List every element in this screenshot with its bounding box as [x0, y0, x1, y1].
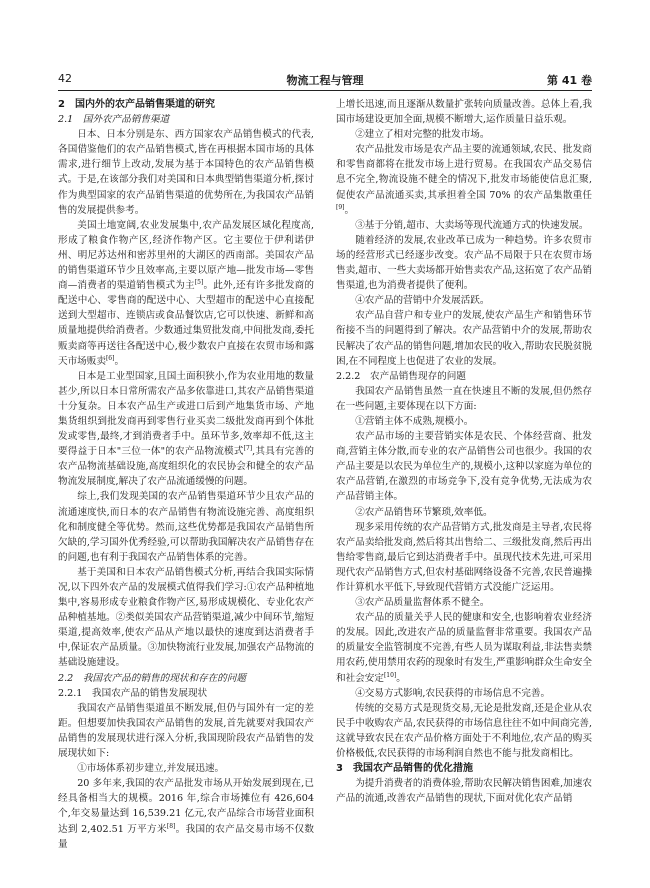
paragraph: 日本、日本分别是东、西方国家农产品销售模式的代表,各国借鉴他们的农产品销售模式,皆在再根据本国市场的具体需求,进行细节上改动,发展为基于本国特色的农产品销售模式。于是,在该部分我们对美国和日本典型销售渠道分析,探讨作为典型国家的农产品销售渠道的优势所在,为我国农产品销售的发展提供参考。: [58, 129, 314, 216]
paragraph: 上增长迅速,而且逐渐从数量扩张转向质量改善。总体上看,我国市场建设更加全面,规模不断增大,运作质量日益乐观。: [336, 99, 592, 126]
paragraph: ①营销主体不成熟,规模小。: [355, 415, 474, 427]
paragraph: 基于美国和日本农产品销售模式分析,再结合我国实际情况,以下四外农产品的发展模式值得我们学习:①农产品种植地集中,容易形成专业粮食作物产区,易形成规模化、专业化农产品种植基地。②类似美国农产品营销渠道,减少中间环节,缩短渠道,提高效率,使农产品从产地以最快的速度到达消费者手中,保证农产品质量。③加快物流行业发展,加强农产品物流的基础设施建设。: [58, 566, 314, 669]
volume-label: 第 41 卷: [547, 74, 592, 87]
right-column: [336, 97, 592, 806]
paragraph: 20 多年来,我国的农产品批发市场从开始发展到现在,已经具备相当大的规模。2016 年,综合市场摊位有 426,604 个,年交易量达到 16,539.21 亿元,农产品综合市场营业面积达到 2,402.51 万平方米[8]。我国的农产品交易市场不仅数量: [58, 778, 314, 850]
paragraph: 农产品自营户和专业户的发展,使农产品生产和销售环节衔接不当的问题得到了解决。农产品营销中介的发展,帮助农民解决了农产品的销售问题,增加农民的收入,帮助农民脱贫脱困,在不同程度上也促进了农业的发展。: [336, 310, 592, 367]
paragraph: 美国土地宽阔,农业发展集中,农产品发展区域化程度高,形成了粮食作物产区,经济作物产区。它主要位于伊利诺伊州、明尼苏达州和密苏里州的大湖区的西南部。美国农产品的销售渠道环节少且效率高,主要以原产地—批发市场—零售商—消费者的渠道销售模式为主[5]。此外,还有许多批发商的配送中心、零售商的配送中心、大型超市的配送中心直接配送到大型超市、连锁店或食品餐饮店,它可以快速、新鲜和高质量地提供给消费者。少数通过集贸批发商,中间批发商,委托贩卖商等再送往各配送中心,极少数农户直接在农贸市场和露天市场贩卖[6]。: [58, 219, 314, 367]
paragraph: ④农产品的营销中介发展活跃。: [355, 295, 490, 307]
header-rule: [58, 90, 592, 91]
journal-title: 物流工程与管理: [286, 74, 364, 87]
paragraph: 现多采用传统的农产品营销方式,批发商是主导者,农民将农产品卖给批发商,然后将其出售给二、三级批发商,然后再出售给零售商,最后它到达消费者手中。虽现代技术先进,可采用现代农产品销售方式,但农村基础网络设备不完善,农民普遍操作计算机水平低下,导致现代营销方式没能广泛运用。: [336, 521, 592, 593]
paragraph: 为提升消费者的消费体验,帮助农民解决销售困难,加速农产品的流通,改善农产品销售的现状,下面对优化农产品销: [336, 778, 592, 805]
subsection-heading: 2.2 我国农产品的销售的现状和存在的问题: [58, 672, 246, 684]
page-header: [58, 72, 592, 88]
paragraph: 日本是工业型国家,且国土面积狭小,作为农业用地的数量甚少,所以日本日常所需农产品多依靠进口,其农产品销售渠道十分复杂。日本农产品生产或进口后到产地集货市场、产地集货组织到批发商再到零售行业买卖二级批发商再到个体批发或零售,最终,才到消费者手中。虽环节多,效率却不低,这主要得益于日本"三位一体"的农产品物流模式[7],其具有完善的农产品物流基础设施,高度组织化的农民协会和健全的农产品物流发展制度,解决了农产品流通缓慢的问题。: [58, 370, 314, 488]
paragraph: 随着经济的发展,农业改革已成为一种趋势。许多农贸市场的经营形式已经逐步改变。农产品不局限于只在农贸市场售卖,超市、一些大卖场都开始售卖农产品,这拓宽了农产品销售渠道,也为消费者提供了便利。: [336, 234, 592, 292]
subsection-heading: 2.1 国外农产品销售渠道: [58, 114, 170, 126]
paragraph: 传统的交易方式是现货交易,无论是批发商,还是企业从农民手中收购农产品,农民获得的市场信息往往不如中间商完善,这就导致农民在农产品价格方面处于不利地位,农产品的购买价格极低,农民获得的市场利润自然也不能与批发商相比。: [336, 702, 592, 760]
section-heading: 3 我国农产品销售的优化措施: [336, 763, 473, 775]
paragraph: 农产品批发市场是农产品主要的流通领域,农民、批发商和零售商都将在批发市场上进行贸易。在我国农产品交易信息不完全,物流设施不健全的情况下,批发市场能使信息汇聚,促使农产品流通买卖,其承担着全国 70% 的农产品集散重任[9]。: [336, 144, 592, 216]
paragraph: 我国农产品销售虽然一直在快速且不断的发展,但仍然存在一些问题,主要体现在以下方面:: [336, 385, 592, 412]
paragraph: ①市场体系初步建立,并发展迅速。: [77, 763, 225, 775]
paragraph: 农产品市场的主要营销实体是农民、个体经营商、批发商,营销主体分散,而专业的农产品销售公司也很少。我国的农产品主要是以农民为单位生产的,规模小,这种以家庭为单位的农产品营销,在激烈的市场竞争下,没有竞争优势,无法成为农产品营销主体。: [336, 431, 592, 503]
paragraph: ④交易方式影响,农民获得的市场信息不完善。: [355, 687, 551, 699]
section-heading: 2 国内外的农产品销售渠道的研究: [58, 99, 215, 110]
paragraph: ②建立了相对完整的批发市场。: [355, 129, 490, 141]
page-number: 42: [58, 72, 72, 85]
paragraph: ③农产品质量监督体系不健全。: [355, 597, 490, 609]
paragraph: ②农产品销售环节繁琐,效率低。: [355, 506, 493, 518]
left-column: [58, 97, 314, 852]
paragraph: 农产品的质量关乎人民的健康和安全,也影响着农业经济的发展。因此,改进农产品的质量监督非常重要。我国农产品的质量安全监管制度不完善,有些人员为谋取利益,非法售卖禁用农药,使用禁用农药的现象时有发生,严重影响群众生命安全和社会安定[10]。: [336, 612, 592, 684]
subsubsection-heading: 2.2.1 我国农产品的销售发展现状: [58, 687, 208, 699]
paragraph: 我国农产品销售渠道虽不断发展,但仍与国外有一定的差距。但想要加快我国农产品销售的发展,首先就要对我国农产品销售的发展现状进行深入分析,我国现阶段农产品销售的发展现状如下:: [58, 702, 314, 760]
subsubsection-heading: 2.2.2 农产品销售现存的问题: [336, 370, 466, 382]
paragraph: ③基于分销,超市、大卖场等现代流通方式的快速发展。: [355, 219, 589, 231]
paragraph: 综上,我们发现美国的农产品销售渠道环节少且农产品的流通速度快,而日本的农产品销售有物流设施完善、高度组织化和制度健全等优势。然而,这些优势都是我国农产品销售所欠缺的,学习国外优秀经验,可以帮助我国解决农产品销售存在的问题,也有利于我国农产品销售体系的完善。: [58, 491, 314, 563]
